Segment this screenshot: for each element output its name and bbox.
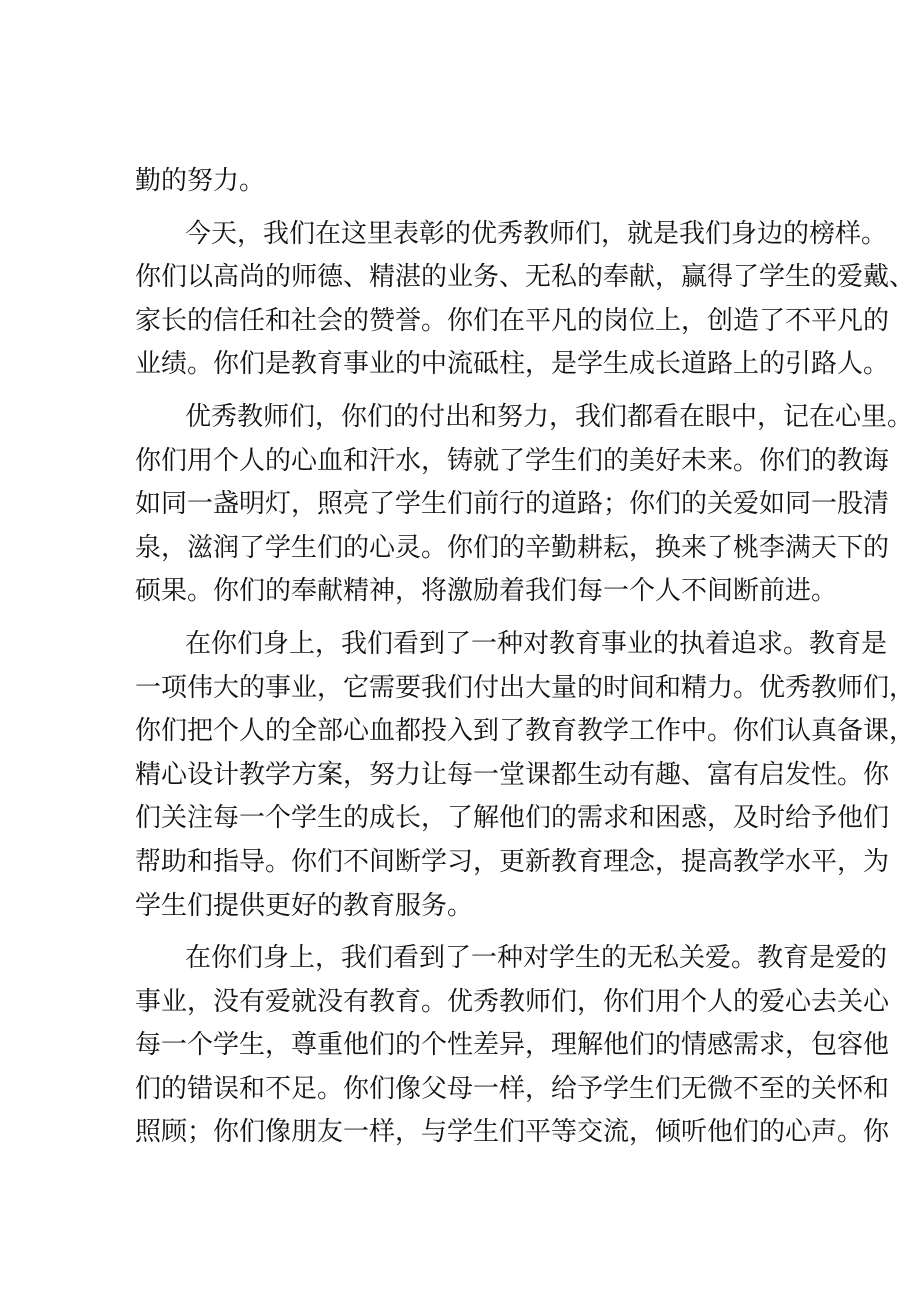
text-line: 一项伟大的事业，它需要我们付出大量的时间和精力。优秀教师们， (135, 672, 916, 703)
text-line: 们关注每一个学生的成长，了解他们的需求和困惑，及时给予他们 (135, 803, 890, 834)
text-line: 今天，我们在这里表彰的优秀教师们，就是我们身边的榜样。 (185, 218, 888, 249)
text-line: 业绩。你们是教育事业的中流砥柱，是学生成长道路上的引路人。 (135, 349, 890, 380)
paragraph-1 (135, 160, 797, 204)
text-line: 们的错误和不足。你们像父母一样，给予学生们无微不至的关怀和 (135, 1073, 890, 1104)
text-line: 帮助和指导。你们不间断学习，更新教育理念，提高教学水平，为 (135, 846, 890, 877)
text-line: 如同一盏明灯，照亮了学生们前行的道路；你们的关爱如同一股清 (135, 489, 890, 520)
text-line: 你们以高尚的师德、精湛的业务、无私的奉献，赢得了学生的爱戴、 (135, 262, 916, 293)
text-line: 家长的信任和社会的赞誉。你们在平凡的岗位上，创造了不平凡的 (135, 305, 890, 336)
paragraph-5 (135, 937, 890, 1155)
text-line: 精心设计教学方案，努力让每一堂课都生动有趣、富有启发性。你 (135, 759, 890, 790)
text-line: 泉，滋润了学生们的心灵。你们的辛勤耕耘，换来了桃李满天下的 (135, 532, 890, 563)
text-line: 硕果。你们的奉献精神，将激励着我们每一个人不间断前进。 (135, 576, 838, 607)
text-line: 你们用个人的心血和汗水，铸就了学生们的美好未来。你们的教诲 (135, 445, 890, 476)
document-body (135, 160, 916, 1164)
text-line: 勤的努力。 (135, 166, 266, 196)
paragraph-4 (135, 623, 916, 928)
text-line: 你们把个人的全部心血都投入到了教育教学工作中。你们认真备课， (135, 716, 916, 747)
text-line: 优秀教师们，你们的付出和努力，我们都看在眼中，记在心里。 (185, 401, 914, 432)
text-line: 在你们身上，我们看到了一种对教育事业的执着追求。教育是 (185, 628, 888, 659)
paragraph-3 (135, 396, 914, 614)
text-line: 学生们提供更好的教育服务。 (135, 890, 474, 921)
paragraph-2 (135, 213, 916, 387)
text-line: 每一个学生，尊重他们的个性差异，理解他们的情感需求，包容他 (135, 1030, 890, 1061)
text-line: 事业，没有爱就没有教育。优秀教师们，你们用个人的爱心去关心 (135, 986, 890, 1017)
text-line: 在你们身上，我们看到了一种对学生的无私关爱。教育是爱的 (185, 943, 888, 974)
text-line: 照顾；你们像朋友一样，与学生们平等交流，倾听他们的心声。你 (135, 1117, 890, 1148)
